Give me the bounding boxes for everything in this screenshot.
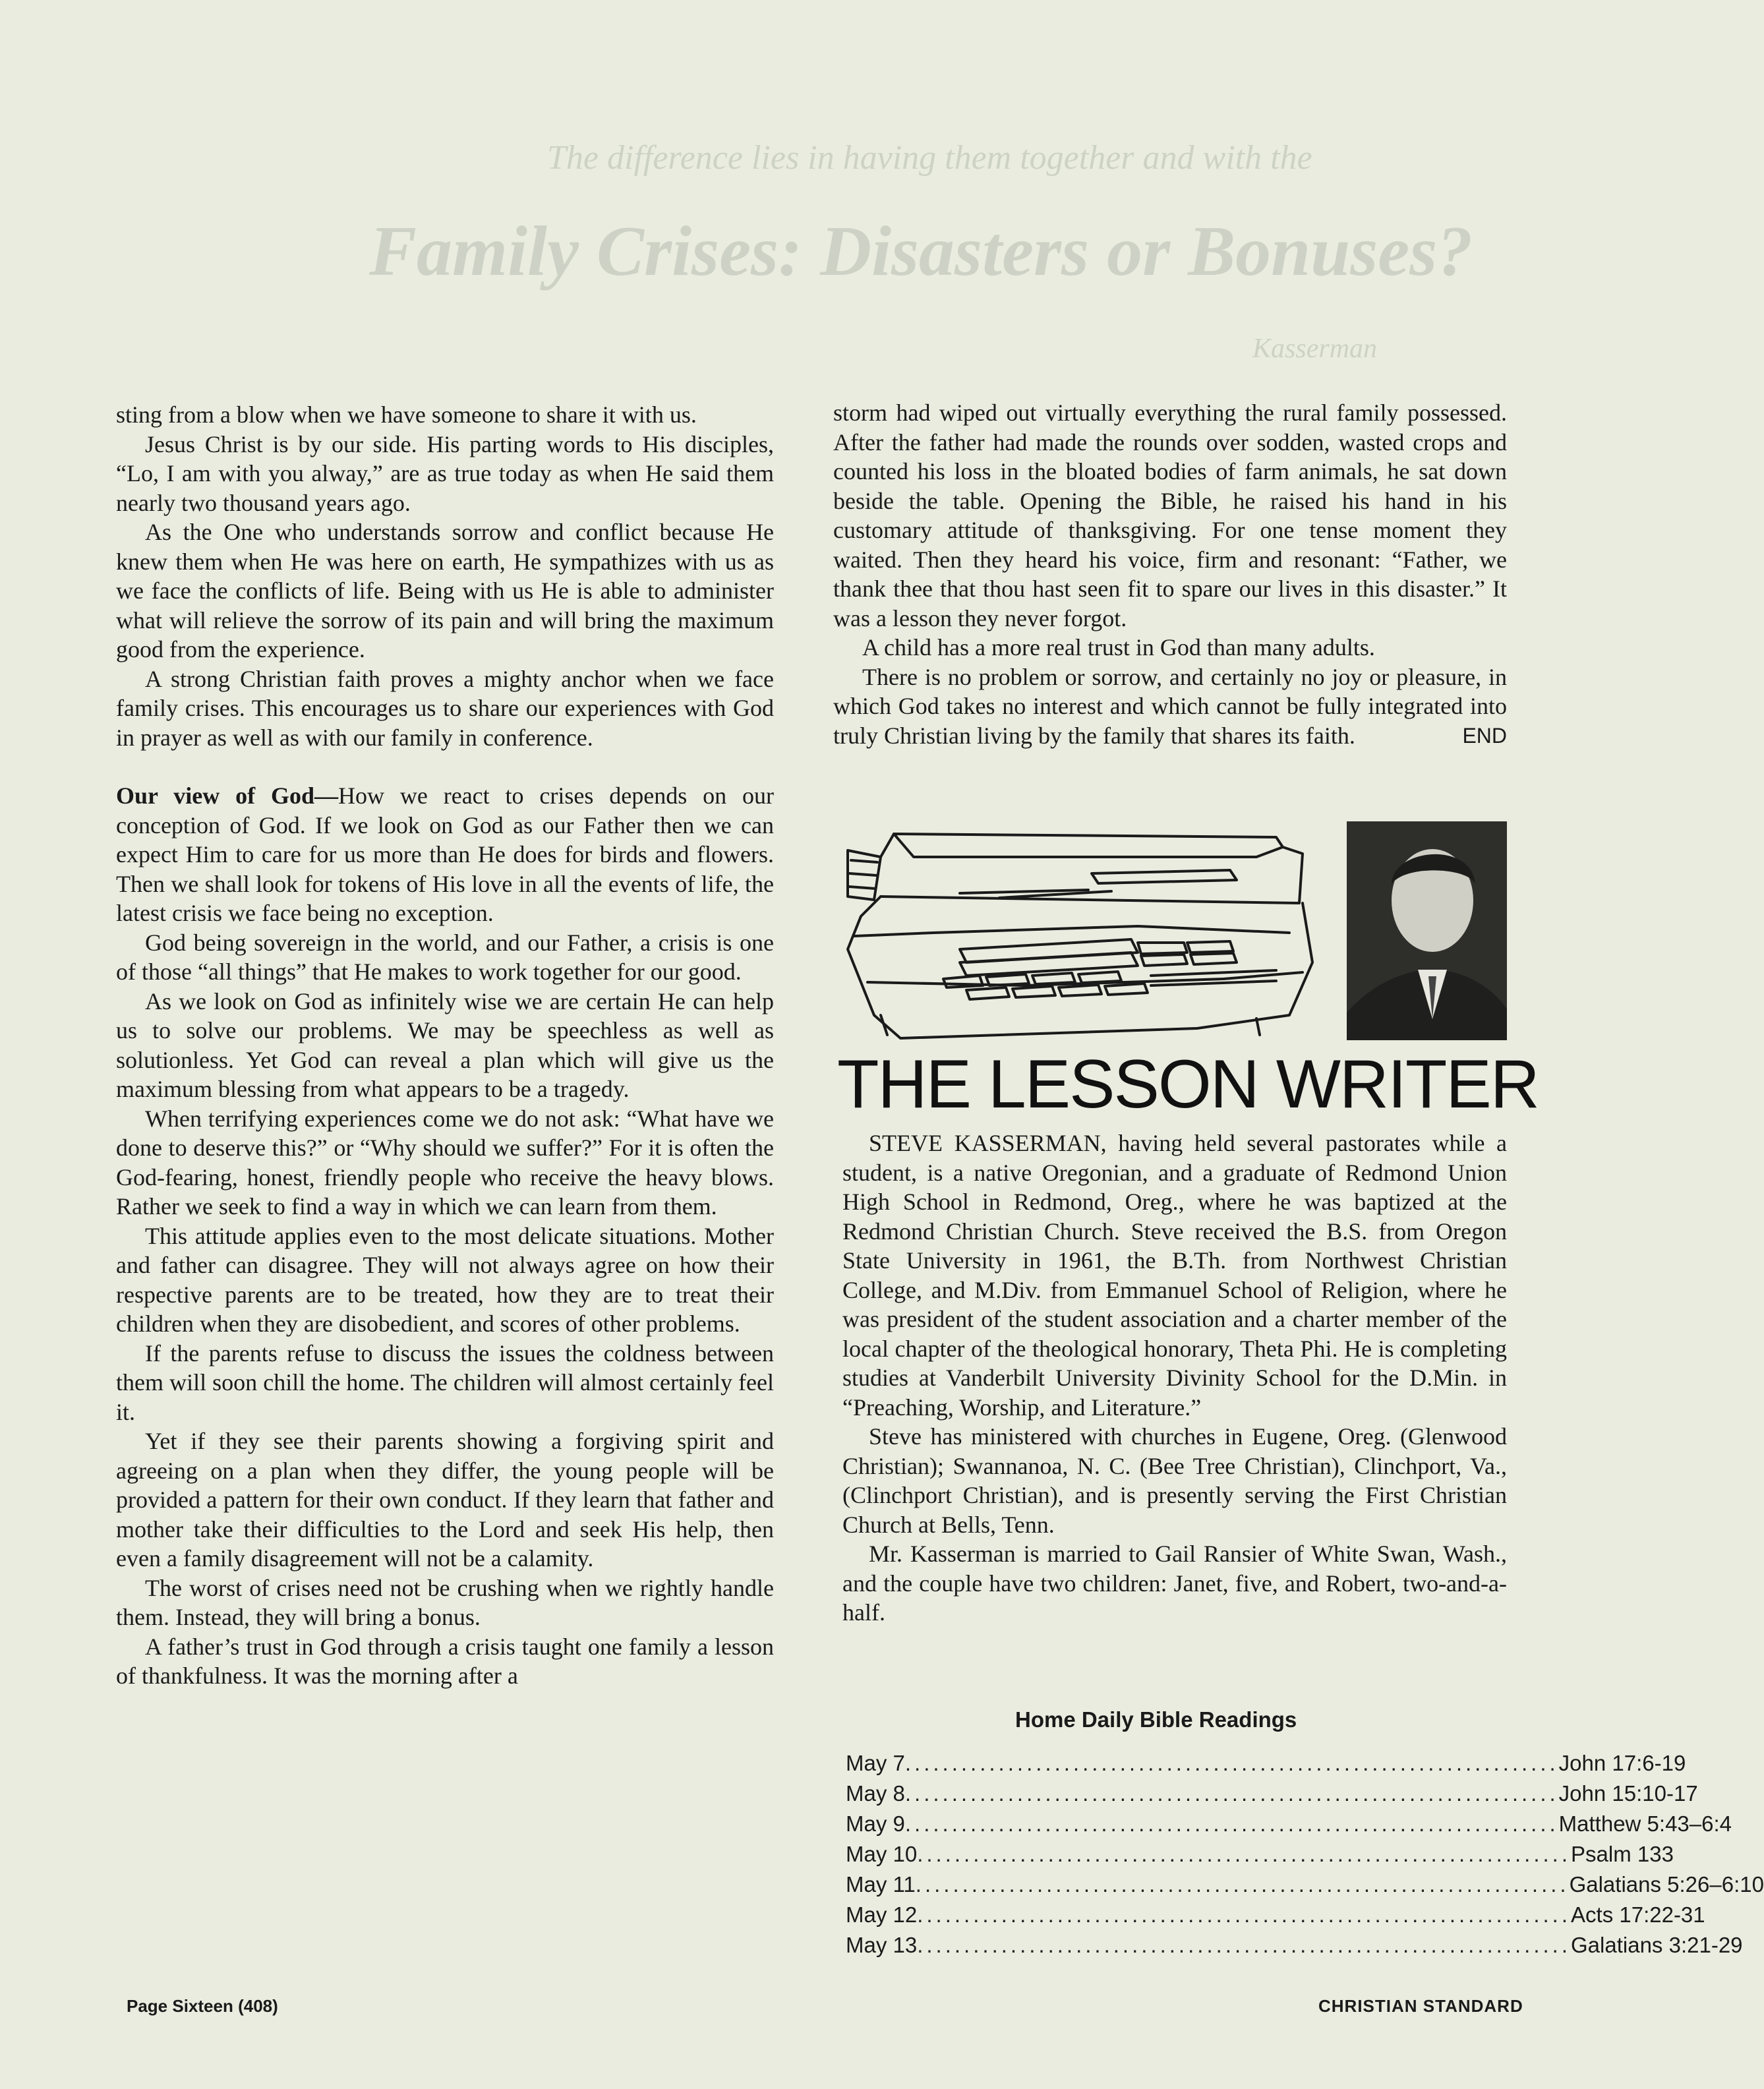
paragraph: A child has a more real trust in God than many adults. <box>862 634 1375 661</box>
paragraph: storm had wiped out virtually everything the rural family possessed. After the father had made the rounds over sodden, wasted crops and counted his loss in the bloated bodies of farm animals, he sat down beside the table. Opening the Bible, he raised his hand in his customary attitude of thanksgiving. For one tense moment they waited. Then they heard his voice, firm and resonant: “Father, we thank thee that thou hast seen fit to spare our lives in this disaster.” It was a lesson they never forgot. <box>833 399 1507 632</box>
paragraph: The worst of crises need not be crushing when we rightly handle them. Instead, they will bring a bonus. <box>116 1574 774 1630</box>
reading-row: May 10 ...................................................................... Psalm 133 <box>846 1839 1507 1869</box>
paragraph: There is no problem or sorrow, and certainly no joy or pleasure, in which God takes no interest and which cannot be fully integrated into truly Christian living by the family that shares its faith. END <box>833 662 1507 751</box>
paragraph: Jesus Christ is by our side. His parting words to His disciples, “Lo, I am with you alway,” are as true today as when He said them nearly two thousand years ago. <box>116 430 774 516</box>
typewriter-illustration <box>828 817 1329 1045</box>
readings-title: Home Daily Bible Readings <box>1015 1707 1297 1732</box>
reading-reference: Acts 17:22-31 <box>1571 1902 1705 1927</box>
section-lead: How we react to crises depends on our conception of God. If we look on God as our Father then we can expect Him to care for us more than He does for birds and flowers. Then we shall look for tokens of His love in all the events of life, the latest crisis we face being no exception. <box>116 782 775 926</box>
right-column <box>833 398 1507 750</box>
bleed-through-line-1: The difference lies in having them together and with the <box>547 139 1312 177</box>
reading-reference: Matthew 5:43–6:4 <box>1558 1811 1732 1836</box>
reading-row: May 7 ...................................................................... John 17:6-19 <box>846 1748 1507 1779</box>
portrait-silhouette <box>1347 821 1507 1040</box>
end-mark: END <box>1462 723 1507 748</box>
reading-row: May 12 ...................................................................... Acts 17:22-31 <box>846 1900 1507 1930</box>
reading-date: May 9 <box>846 1811 905 1836</box>
reading-date: May 11 <box>846 1872 916 1897</box>
bio-paragraph: Mr. Kasserman is married to Gail Ransier of White Swan, Wash., and the couple have two children: Janet, five, and Robert, two-and-a-half. <box>842 1541 1507 1626</box>
lesson-writer-title: THE LESSON WRITER <box>837 1046 1539 1123</box>
reading-reference: Psalm 133 <box>1571 1842 1674 1866</box>
bleed-through-byline: Kasserman <box>1252 334 1378 364</box>
bio-paragraph: Steve has ministered with churches in Eugene, Oreg. (Glenwood Christian); Swannanoa, N. C. (Bee Tree Christian), Clinchport, Va., (Clinchport Christian), and is presently serving the First Christian Church at Bells, Tenn. <box>842 1423 1507 1538</box>
reading-reference: John 15:10-17 <box>1558 1781 1698 1806</box>
reading-date: May 13 <box>846 1933 918 1957</box>
page-number: Page Sixteen (408) <box>127 1996 278 2016</box>
paragraph: This attitude applies even to the most delicate situations. Mother and father can disagree. They will not always agree on how their respective parents are to be treated, how they are to treat their children when they are disobedient, and scores of other problems. <box>116 1222 774 1337</box>
paragraph: Yet if they see their parents showing a forgiving spirit and agreeing on a plan when they differ, the young people will be provided a pattern for their own conduct. If they learn that father and mother take their difficulties to the Lord and seek His help, then even a family disagreement will not be a calamity. <box>116 1428 774 1572</box>
reading-date: May 10 <box>846 1842 918 1866</box>
paragraph: A father’s trust in God through a crisis taught one family a lesson of thankfulness. It was the morning after a <box>116 1633 774 1689</box>
reading-date: May 8 <box>846 1781 905 1806</box>
reading-reference: John 17:6-19 <box>1558 1751 1686 1775</box>
reading-date: May 7 <box>846 1751 905 1775</box>
reading-reference: Galatians 3:21-29 <box>1571 1933 1743 1957</box>
reading-row: May 8 ...................................................................... John 15:10-17 <box>846 1779 1507 1809</box>
paragraph: When terrifying experiences come we do not ask: “What have we done to deserve this?” or “Why should we suffer?” For it is often the God-fearing, honest, friendly people who receive the heavy blows. Rather we seek to find a way in which we can learn from them. <box>116 1105 774 1220</box>
paragraph: A strong Christian faith proves a mighty anchor when we face family crises. This encourages us to share our experiences with God in prayer as well as with our family in conference. <box>116 665 774 751</box>
reading-reference: Galatians 5:26–6:10 <box>1569 1872 1764 1897</box>
paragraph: As we look on God as infinitely wise we are certain He can help us to solve our problems. We may be speechless as well as solutionless. Yet God can reveal a plan which will give us the maximum blessing from what appears to be a tragedy. <box>116 987 774 1102</box>
paragraph: If the parents refuse to discuss the issues the coldness between them will soon chill the home. The children will almost certainly feel it. <box>116 1339 774 1425</box>
author-bio <box>842 1129 1507 1628</box>
author-photo <box>1347 821 1507 1040</box>
readings-list <box>846 1748 1764 1960</box>
reading-row: May 11 ...................................................................... Galatians 5:26–6:10 <box>846 1869 1507 1900</box>
paragraph: God being sovereign in the world, and our Father, a crisis is one of those “all things” that He makes to work together for our good. <box>116 929 774 985</box>
paragraph: As the One who understands sorrow and conflict because He knew them when He was here on earth, He sympathizes with us as we face the conflicts of life. Being with us He is able to administer what will relieve the sorrow of its pain and will bring the maximum good from the experience. <box>116 519 774 662</box>
bio-paragraph: STEVE KASSERMAN, having held several pastorates while a student, is a native Oregonian, and a graduate of Redmond Union High School in Redmond, Oreg., where he was baptized at the Redmond Christian Church. Steve received the B.S. from Oregon State University in 1961, the B.Th. from Northwest Christian College, and M.Div. from Emmanuel School of Religion, where he was president of the student association and a charter member of the local chapter of the theological honorary, Theta Phi. He is completing studies at Vanderbilt University Divinity School for the D.Min. in “Preaching, Worship, and Literature.” <box>842 1130 1507 1421</box>
reading-row: May 9 ...................................................................... Matthew 5:43–6:4 <box>846 1809 1507 1839</box>
publication-name: CHRISTIAN STANDARD <box>1318 1996 1523 2016</box>
bleed-through-headline: Family Crises: Disasters or Bonuses? <box>369 212 1473 291</box>
reading-date: May 12 <box>846 1902 918 1927</box>
section-paragraph <box>116 781 774 928</box>
left-column <box>116 400 774 1691</box>
section-heading: Our view of God— <box>116 782 338 809</box>
paragraph: sting from a blow when we have someone to share it with us. <box>116 401 697 428</box>
reading-row: May 13 ...................................................................... Galatians 3:21-29 <box>846 1930 1507 1960</box>
